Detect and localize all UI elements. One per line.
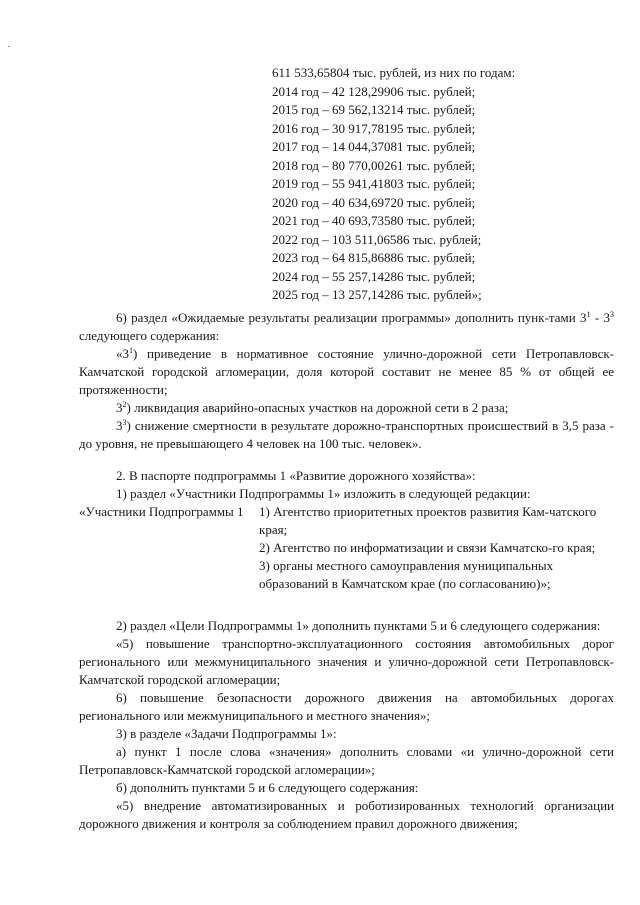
budget-year-2024: 2024 год – 55 257,14286 тыс. рублей; — [272, 268, 476, 284]
task-5: «5) внедрение автоматизированных и роботизированных технологий организации дорожного движения и контроля за соблюдением правил дорожного движения; — [79, 798, 614, 831]
budget-year-2020: 2020 год – 40 634,69720 тыс. рублей; — [272, 194, 476, 210]
budget-year-2016: 2016 год – 30 917,78195 тыс. рублей; — [272, 120, 476, 136]
budget-year-2014: 2014 год – 42 128,29906 тыс. рублей; — [272, 83, 476, 99]
passport-item-3b: б) дополнить пунктами 5 и 6 следующего содержания: — [116, 780, 419, 795]
passport-goals-block — [79, 617, 614, 833]
passport-heading-block — [79, 467, 614, 503]
passport-item-2: 2) раздел «Цели Подпрограммы 1» дополнить пунктами 5 и 6 следующего содержания: — [116, 618, 601, 633]
scan-mark — [8, 46, 10, 47]
goal-5: «5) повышение транспортно-эксплуатационного состояния автомобильных дорог регионального или межмуниципального значения и улично-дорожной сети Петропавловск-Камчатской городской агломерации; — [79, 636, 614, 687]
passport-item-3: 3) в разделе «Задачи Подпрограммы 1»: — [116, 726, 337, 741]
participant-2: 2) Агентство по информатизации и связи Камчатско-го края; — [259, 540, 596, 555]
budget-total: 611 533,65804 тыс. рублей, из них по годам: — [272, 65, 516, 80]
participant-3: 3) органы местного самоуправления муниципальных образований в Камчатском крае (по согласованию)»; — [259, 558, 554, 591]
budget-year-2015: 2015 год – 69 562,13214 тыс. рублей; — [272, 102, 476, 117]
passport-item-1: 1) раздел «Участники Подпрограммы 1» изложить в следующей редакции: — [116, 486, 531, 501]
participant-1: 1) Агентство приоритетных проектов развития Кам-чатского края; — [259, 504, 597, 537]
budget-year-2023: 2023 год – 64 815,86886 тыс. рублей; — [272, 250, 476, 265]
section-6-intro: 6) раздел «Ожидаемые результаты реализации программы» дополнить пунк-тами $3^1 - 3^3$ следующего содержания: — [79, 310, 614, 343]
budget-year-2018: 2018 год – 80 770,00261 тыс. рублей; — [272, 157, 476, 173]
participants-label: «Участники Подпрограммы 1 — [79, 504, 244, 519]
budget-year-2021: 2021 год – 40 693,73580 тыс. рублей; — [272, 213, 476, 228]
budget-year-2022: 2022 год – 103 511,06586 тыс. рублей; — [272, 231, 482, 247]
budget-year-2017: 2017 год – 14 044,37081 тыс. рублей; — [272, 139, 476, 154]
passport-item-3a: а) пункт 1 после слова «значения» дополнить словами «и улично-дорожной сети Петропавловск-Камчатской городской агломерации»; — [79, 744, 614, 777]
participants-list — [259, 503, 614, 593]
point-3-3: $3^3$) снижение смертности в результате дорожно-транспортных происшествий в 3,5 раза - до уровня, не превышающего 4 человек на 100 тыс. человек». — [79, 418, 614, 451]
budget-list — [272, 64, 612, 305]
budget-year-2025: 2025 год – 13 257,14286 тыс. рублей»; — [272, 287, 482, 302]
section-6 — [79, 309, 614, 453]
passport-heading: 2. В паспорте подпрограммы 1 «Развитие дорожного хозяйства»: — [116, 468, 476, 483]
point-3-2: $3^2$) ликвидация аварийно-опасных участков на дорожной сети в 2 раза; — [116, 400, 509, 415]
point-3-1: «$3^1$) приведение в нормативное состояние улично-дорожной сети Петропавловск-Камчатской городской агломерации, доля которой составит не менее 85 % от общей ее протяженности; — [79, 346, 614, 397]
goal-6: 6) повышение безопасности дорожного движения на автомобильных дорогах регионального или межмуниципального и местного значения»; — [79, 690, 614, 723]
budget-year-2019: 2019 год – 55 941,41803 тыс. рублей; — [272, 176, 476, 191]
